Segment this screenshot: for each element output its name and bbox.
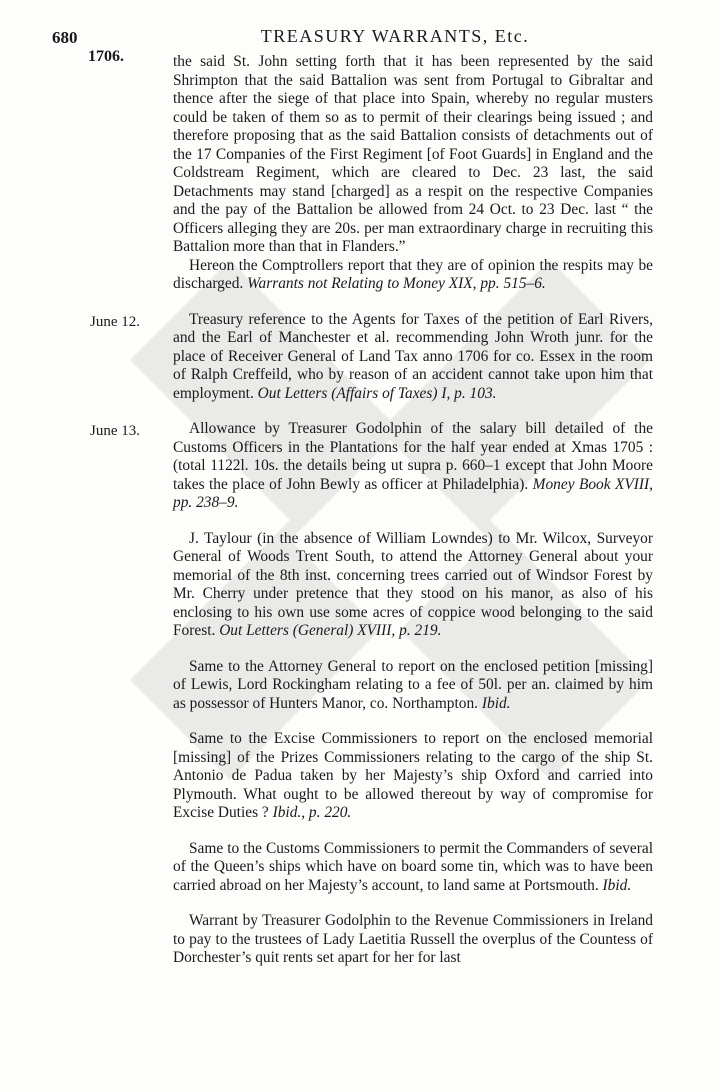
source-reference: Warrants not Relating to Money XIX, pp. 515–6. — [247, 275, 546, 292]
entry-body — [173, 311, 653, 404]
source-reference: Ibid., p. 220. — [272, 804, 352, 821]
paragraph: Same to the Attorney General to report on the enclosed petition [missing] of Lewis, Lord Rockingham relating to a fee of 50l. per an. claimed by him as possessor of Hunters Manor, co. Northampton. Ibid. — [173, 657, 653, 712]
entry — [0, 530, 720, 641]
entry-body — [173, 840, 653, 896]
paragraph: Same to the Customs Commissioners to permit the Commanders of several of the Queen’s ships which have on board some tin, which was to have been carried abroad on her Majesty’s account, to land same at Portsmouth. Ibid. — [173, 839, 653, 894]
source-reference: Out Letters (General) XVIII, p. 219. — [219, 622, 442, 639]
paragraph: Allowance by Treasurer Godolphin of the salary bill detailed of the Customs Officers in the Plantations for the half year ended at Xmas 1705 : (total 1122l. 10s. the details being ut supra p. 660–1 except that John Moore takes the place of John Bewly as officer at Philadelphia). Money Book XVIII, pp. 238–9. — [173, 420, 653, 511]
source-reference: Out Letters (Affairs of Taxes) I, p. 103. — [257, 384, 497, 402]
entry — [0, 912, 720, 968]
entry-body — [173, 530, 653, 641]
paragraph: the said St. John setting forth that it has been represented by the said Shrimpton that the said Battalion was sent from Portugal to Gibraltar and thence after the siege of that place into Spain, whereby no regular musters could be taken of them so as to permit of their clearings being issued ; and therefore proposing that as the said Battalion consists of detachments out of the 17 Companies of the First Regiment [of Foot Guards] in England and the Coldstream Regiment, which are cleared to Dec. 23 last, the said Detachments may stand [charged] as a respit on the respective Companies and the pay of the Battalion be allowed from 24 Oct. to 23 Dec. last “ the Officers alleging they are 20s. per man extraordinary charge in recruiting this Battalion more than that in Flanders.” — [173, 53, 653, 255]
entry — [0, 730, 720, 823]
running-head: TREASURY WARRANTS, Etc. — [260, 26, 530, 46]
paragraph: Warrant by Treasurer Godolphin to the Revenue Commissioners in Ireland to pay to the trustees of Lady Laetitia Russell the overplus of the Countess of Dorchester’s quit rents set apart for her for last — [173, 912, 653, 966]
source-reference: Money Book XVIII, pp. 238–9. — [173, 475, 653, 511]
entry — [0, 311, 720, 404]
entry — [0, 420, 720, 513]
entry — [0, 53, 720, 294]
entry-body — [173, 420, 653, 513]
entries — [0, 53, 720, 968]
entry-date: June 12. — [90, 313, 140, 330]
paragraph: Treasury reference to the Agents for Taxes of the petition of Earl Rivers, and the Earl of Manchester et al. recommending John Wroth junr. for the place of Receiver General of Land Tax anno 1706 for co. Essex in the room of Ralph Creffeild, who by reason of an accident cannot take upon him that employment. Out Letters (Affairs of Taxes) I, p. 103. — [173, 310, 653, 402]
page-number: 680 — [52, 28, 78, 47]
source-reference: Ibid. — [481, 694, 511, 712]
entry — [0, 658, 720, 714]
entry-body — [173, 658, 653, 714]
source-reference: Ibid. — [602, 876, 632, 894]
entry-body — [173, 730, 653, 823]
year-margin-note: 1706. — [88, 48, 124, 65]
paragraph: J. Taylour (in the absence of William Lowndes) to Mr. Wilcox, Surveyor General of Woods Trent South, to attend the Attorney General about your memorial of the 8th inst. concerning trees carried out of Windsor Forest by Mr. Cherry under pretence that they stood on his manor, as also of his enclosing to his own use some acres of coppice wood belonging to the said Forest. Out Letters (General) XVIII, p. 219. — [173, 529, 653, 639]
entry-date: June 13. — [90, 423, 140, 439]
entry-body — [173, 912, 653, 968]
entry — [0, 840, 720, 896]
entry-body — [173, 53, 653, 294]
paragraph: Same to the Excise Commissioners to report on the enclosed memorial [missing] of the Prizes Commissioners relating to the cargo of the ship St. Antonio de Padua taken by her Majesty’s ship Oxford and carried into Plymouth. What ought to be allowed thereout by way of compromise for Excise Duties ? Ibid., p. 220. — [173, 730, 653, 821]
paragraph: Hereon the Comptrollers report that they are of opinion the respits may be discharged. Warrants not Relating to Money XIX, pp. 515–6. — [173, 256, 653, 292]
